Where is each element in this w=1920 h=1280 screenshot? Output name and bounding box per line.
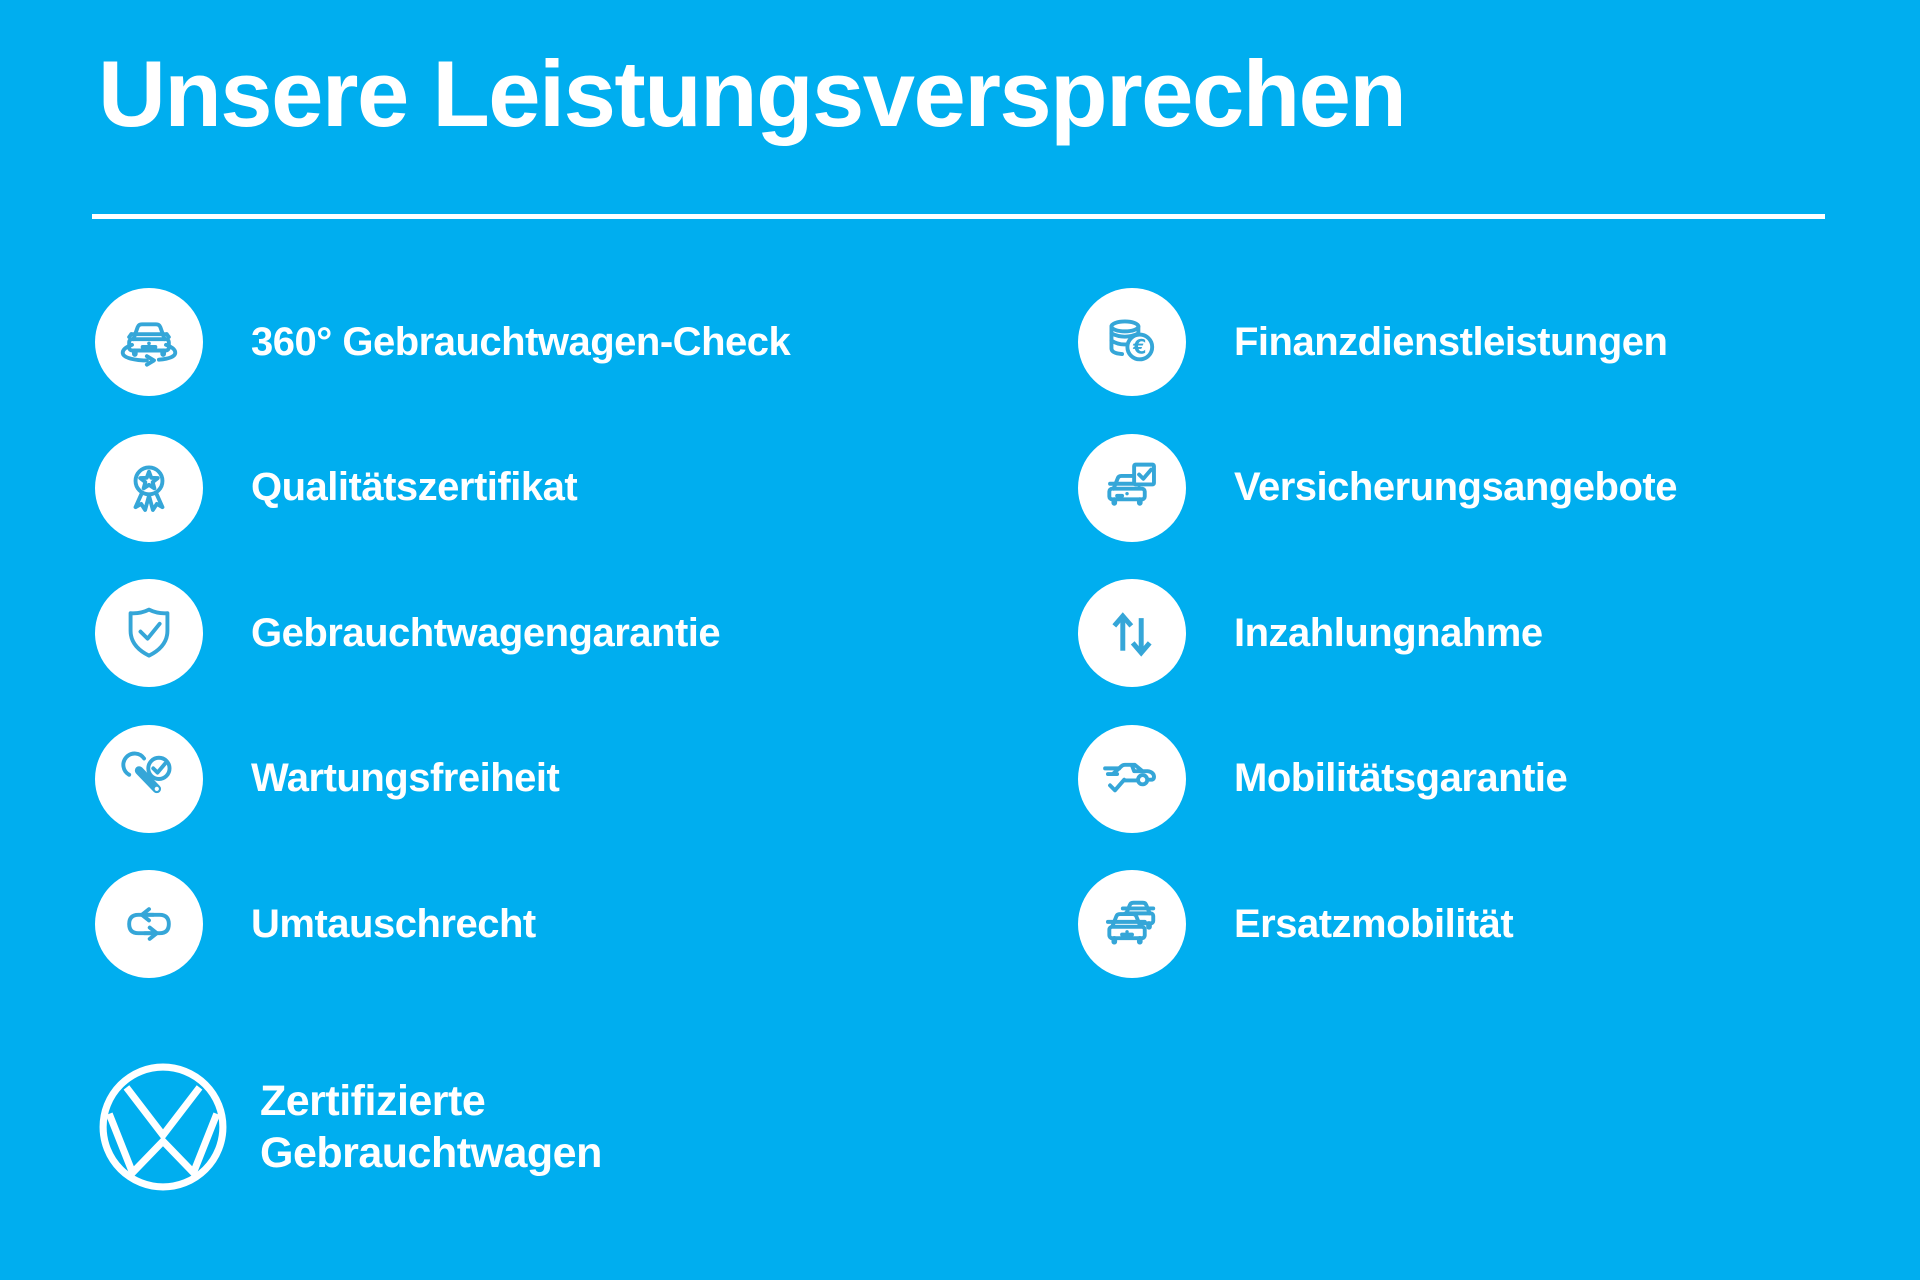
service-row-versicherungsangebote [1078, 434, 1677, 542]
two-cars-icon [1078, 870, 1186, 978]
service-row-qualitaetszertifikat [95, 434, 790, 542]
award-rosette-icon [95, 434, 203, 542]
footer-brand-text [260, 1075, 602, 1180]
service-row-finanzdienstleistungen [1078, 288, 1677, 396]
shield-check-icon [95, 579, 203, 687]
service-row-umtauschrecht [95, 870, 790, 978]
service-label: Gebrauchtwagengarantie [251, 610, 721, 655]
swap-arrows-icon [95, 870, 203, 978]
service-label: 360° Gebrauchtwagen-Check [251, 319, 791, 364]
service-label: Wartungsfreiheit [251, 756, 560, 800]
service-row-wartungsfreiheit [95, 725, 790, 833]
footer-brand [96, 1060, 602, 1194]
svg-text:€: € [1133, 335, 1147, 359]
service-label: Versicherungsangebote [1234, 465, 1677, 509]
service-row-ersatzmobilitaet [1078, 870, 1677, 978]
wrench-check-icon [95, 725, 203, 833]
service-row-garantie [95, 579, 790, 687]
service-row-mobilitaetsgarantie [1078, 725, 1677, 833]
car-checkbox-icon [1078, 434, 1186, 542]
service-row-inzahlungnahme [1078, 579, 1677, 687]
service-label: Inzahlungnahme [1234, 610, 1543, 655]
footer-line-1: Zertifizierte [260, 1076, 486, 1125]
service-row-360-check [95, 288, 790, 396]
services-column-right [1078, 288, 1677, 978]
service-label: Qualitätszertifikat [251, 465, 578, 509]
service-label: Finanzdienstleistungen [1234, 319, 1668, 364]
car-speed-icon [1078, 725, 1186, 833]
vw-logo-icon [96, 1060, 230, 1194]
coins-euro-icon [1078, 288, 1186, 396]
up-down-arrows-icon [1078, 579, 1186, 687]
page-title: Unsere Leistungsversprechen [98, 41, 1406, 146]
services-column-left [95, 288, 790, 978]
service-label: Ersatzmobilität [1234, 901, 1514, 946]
footer-line-2: Gebrauchtwagen [260, 1129, 602, 1177]
car-360-icon [95, 288, 203, 396]
service-label: Mobilitätsgarantie [1234, 756, 1568, 800]
title-divider [92, 214, 1825, 219]
service-label: Umtauschrecht [251, 901, 536, 946]
